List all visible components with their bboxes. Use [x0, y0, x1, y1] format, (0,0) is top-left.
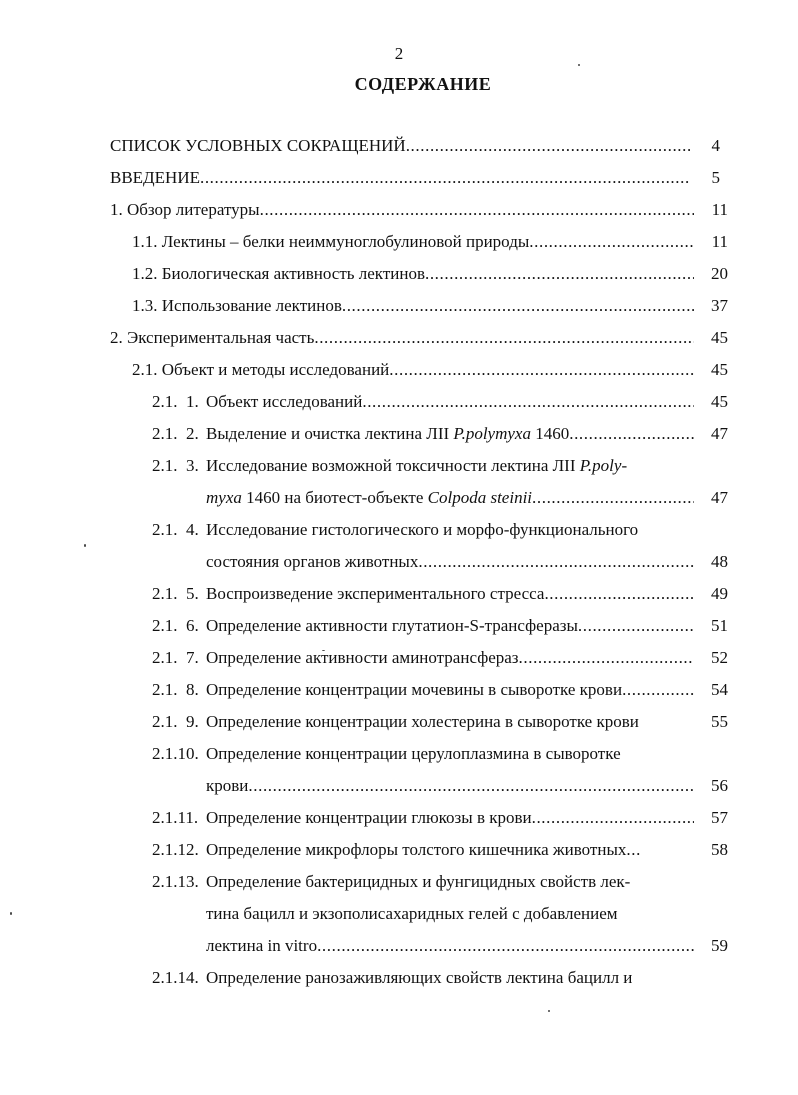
toc-entry-number: 2.1. 8.: [152, 680, 199, 699]
leader-dots: [529, 232, 694, 252]
toc-entry-number: 2.1. 7.: [152, 648, 199, 667]
toc-entry-page: 51: [711, 616, 728, 635]
toc-entry[interactable]: [110, 168, 720, 200]
leader-dots: [532, 808, 694, 828]
species-name: myxa: [206, 488, 242, 507]
toc-entry-page: 49: [711, 584, 728, 603]
toc-entry-continuation[interactable]: [206, 488, 728, 520]
toc-entry-text: Определение ранозаживляющих свойств лектина бацилл и: [206, 968, 633, 987]
toc-entry[interactable]: [152, 456, 728, 488]
toc-entry-number: 2.1.12.: [152, 840, 199, 859]
toc-entry-text: 2. Экспериментальная часть: [110, 328, 315, 347]
toc-entry-number: 2.1. 2.: [152, 424, 199, 443]
toc-entry-text: Определение микрофлоры толстого кишечника животных: [206, 840, 627, 859]
toc-entry-text: Определение концентрации холестерина в сыворотке крови: [206, 712, 639, 731]
toc-entry-text-part: Выделение и очистка лектина ЛII: [206, 424, 454, 443]
leader-dots: [314, 328, 694, 348]
toc-entry-page: 48: [711, 552, 728, 571]
leader-dots: [362, 392, 694, 412]
leader-dots: [425, 264, 694, 284]
toc-entry-continuation[interactable]: [206, 936, 728, 968]
toc-entry-text: Определение активности глутатион-S-трансферазы: [206, 616, 578, 635]
toc-entry[interactable]: [110, 200, 728, 232]
toc-entry-text: [206, 488, 532, 508]
toc-entry-text: Воспроизведение экспериментального стресса: [206, 584, 545, 603]
toc-entry[interactable]: [152, 968, 728, 1000]
toc-entry-page: 45: [711, 392, 728, 411]
toc-entry-page: 4: [711, 136, 720, 155]
leader-dots: [317, 936, 694, 956]
leader-dots: [569, 424, 694, 444]
toc-entry-text: 1. Обзор литературы: [110, 200, 260, 219]
toc-entry-text: Определение концентрации глюкозы в крови: [206, 808, 532, 827]
leader-dots: [248, 776, 694, 796]
toc-entry[interactable]: [152, 616, 728, 648]
toc-entry-text: Определение бактерицидных и фунгицидных свойств лек-: [206, 872, 631, 891]
toc-entry-text: тина бацилл и экзополисахаридных гелей с добавлением: [206, 904, 618, 923]
toc-entry[interactable]: [152, 424, 728, 456]
toc-entry-page: 54: [711, 680, 728, 699]
toc-entry-text: Определение концентрации церулоплазмина в сыворотке: [206, 744, 621, 763]
leader-dots: [544, 584, 694, 604]
toc-entry-page: 37: [711, 296, 728, 315]
toc-entry[interactable]: [152, 520, 728, 552]
scan-speck: [578, 64, 580, 66]
toc-entry-page: 45: [711, 360, 728, 379]
toc-entry-page: 52: [711, 648, 728, 667]
toc-entry[interactable]: [152, 744, 728, 776]
toc-entry-text: 2.1. Объект и методы исследований: [132, 360, 390, 379]
toc-entry[interactable]: [152, 808, 728, 840]
toc-entry-text: Определение концентрации мочевины в сыворотке крови: [206, 680, 623, 699]
toc-entry[interactable]: [110, 136, 720, 168]
toc-entry-text-part: 1460 на биотест-объекте: [241, 488, 428, 507]
toc-entry-page: 11: [711, 200, 728, 219]
toc-entry[interactable]: [152, 648, 728, 680]
toc-entry[interactable]: [132, 360, 728, 392]
toc-entry-text: СПИСОК УСЛОВНЫХ СОКРАЩЕНИЙ: [110, 136, 406, 155]
leader-dots: [418, 552, 694, 572]
toc-entry[interactable]: [152, 392, 728, 424]
species-name: P.polymyxa: [453, 424, 531, 443]
toc-entry-text-part: Исследование возможной токсичности лектина ЛII: [206, 456, 580, 475]
toc-entry-number: 2.1. 3.: [152, 456, 199, 475]
leader-dots: [342, 296, 694, 316]
toc-entry-page: 59: [711, 936, 728, 955]
toc-entry-text: [206, 424, 569, 444]
scan-speck: [10, 912, 12, 915]
toc-entry-page: 5: [711, 168, 720, 187]
toc-entry-text: Объект исследований: [206, 392, 363, 411]
toc-entry-continuation[interactable]: [206, 776, 728, 808]
toc-entry[interactable]: [152, 840, 728, 872]
page-title: СОДЕРЖАНИЕ: [354, 74, 492, 94]
toc-entry[interactable]: [110, 328, 728, 360]
toc-entry-text-part: 1460: [530, 424, 570, 443]
toc-entry-page: 11: [711, 232, 728, 251]
scan-speck: [548, 1010, 550, 1012]
leader-dots: [532, 488, 694, 508]
toc-entry-number: 2.1. 9.: [152, 712, 199, 731]
toc-entry-number: 2.1. 5.: [152, 584, 199, 603]
toc-entry[interactable]: [152, 584, 728, 616]
species-name: P.poly-: [579, 456, 628, 475]
toc-entry-page: 47: [711, 424, 728, 443]
toc-entry-number: 2.1. 6.: [152, 616, 199, 635]
toc-entry-text: состояния органов животных: [206, 552, 419, 571]
toc-entry-number: 2.1. 1.: [152, 392, 199, 411]
toc-entry[interactable]: [152, 680, 728, 712]
toc-entry-text: Определение активности аминотрансфераз: [206, 648, 519, 667]
species-name: Colpoda steinii: [427, 488, 533, 507]
toc-entry-number: 2.1.14.: [152, 968, 199, 987]
toc-entry-page: 57: [711, 808, 728, 827]
toc-entry-number: 2.1. 4.: [152, 520, 199, 539]
leader-dots: [406, 136, 690, 156]
toc-entry-continuation[interactable]: [206, 904, 728, 936]
toc-entry-number: 2.1.11.: [152, 808, 199, 827]
toc-entry-text: 1.2. Биологическая активность лектинов: [132, 264, 425, 283]
toc-entry-page: 45: [711, 328, 728, 347]
toc-entry[interactable]: [132, 296, 728, 328]
toc-entry-text: [206, 456, 627, 476]
leader-dots: [200, 168, 690, 188]
toc-entry-continuation[interactable]: [206, 552, 728, 584]
toc-entry-page: 58: [711, 840, 728, 859]
toc-entry[interactable]: [132, 264, 728, 296]
leader-dots: [626, 840, 642, 860]
toc-entry-text: ВВЕДЕНИЕ: [110, 168, 200, 187]
toc-entry-page: 55: [711, 712, 728, 731]
toc-entry[interactable]: [132, 232, 728, 264]
toc-entry-text: крови: [206, 776, 249, 795]
leader-dots: [389, 360, 694, 380]
leader-dots: [622, 680, 694, 700]
leader-dots: [260, 200, 694, 220]
toc-entry[interactable]: [152, 712, 728, 744]
toc-entry-text: лектина in vitro: [206, 936, 318, 955]
scan-speck: [84, 544, 86, 547]
leader-dots: [578, 616, 694, 636]
toc-entry-text: Исследование гистологического и морфо-функционального: [206, 520, 639, 539]
leader-dots: [519, 648, 694, 668]
toc-entry-page: 56: [711, 776, 728, 795]
page-number: 2: [394, 44, 404, 63]
toc-entry-text: 1.3. Использование лектинов: [132, 296, 342, 315]
toc-entry-page: 20: [711, 264, 728, 283]
toc-entry-number: 2.1.13.: [152, 872, 199, 891]
toc-entry-page: 47: [711, 488, 728, 507]
toc-entry-number: 2.1.10.: [152, 744, 199, 763]
toc-entry[interactable]: [152, 872, 728, 904]
toc-entry-text: 1.1. Лектины – белки неиммуноглобулиновой природы: [132, 232, 530, 251]
